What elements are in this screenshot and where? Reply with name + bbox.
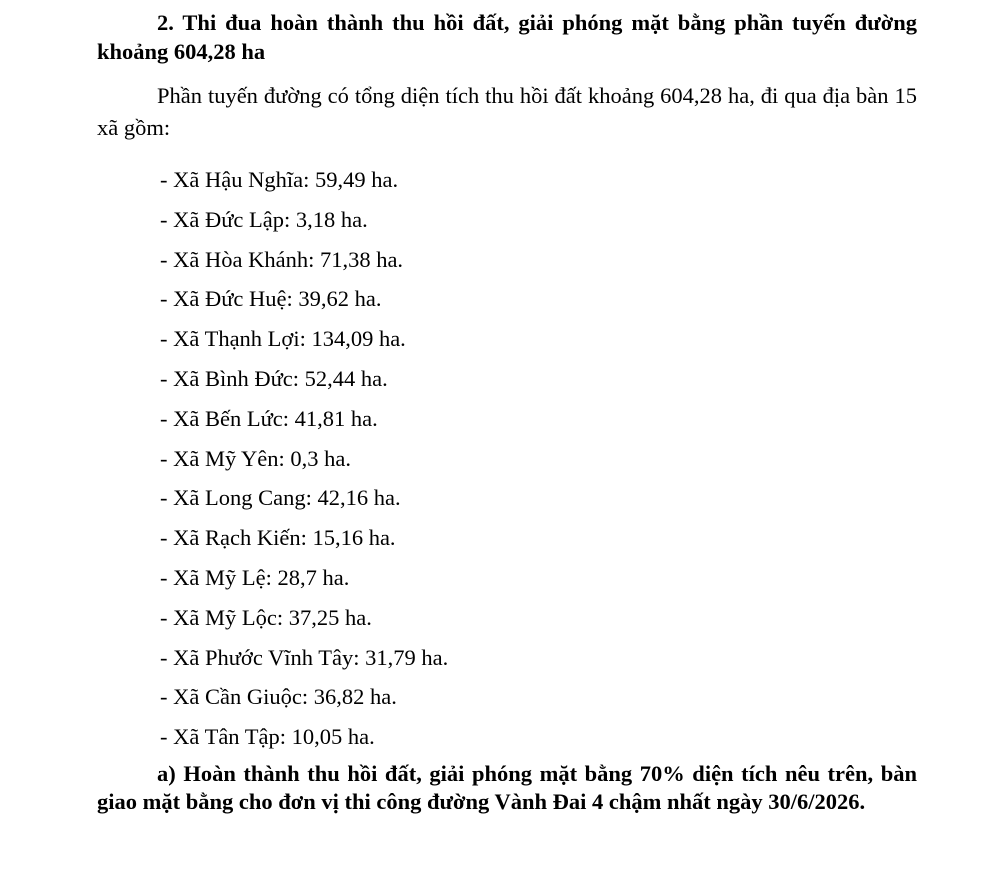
section-heading: 2. Thi đua hoàn thành thu hồi đất, giải phóng mặt bằng phần tuyến đường khoảng 604,28 ha (97, 10, 917, 64)
list-item: - Xã Rạch Kiến: 15,16 ha. (160, 525, 396, 551)
list-item: - Xã Hòa Khánh: 71,38 ha. (160, 246, 404, 272)
list-item: - Xã Long Cang: 42,16 ha. (160, 485, 401, 511)
list-item: - Xã Bình Đức: 52,44 ha. (160, 365, 388, 391)
intro-paragraph: Phần tuyến đường có tổng diện tích thu hồi đất khoảng 604,28 ha, đi qua địa bàn 15 xã gồm: (97, 83, 917, 140)
list-item: - Xã Đức Huệ: 39,62 ha. (160, 286, 382, 312)
list-item: - Xã Mỹ Yên: 0,3 ha. (160, 445, 351, 471)
list-item: - Xã Phước Vĩnh Tây: 31,79 ha. (160, 644, 449, 670)
goal-paragraph: a) Hoàn thành thu hồi đất, giải phóng mặt bằng 70% diện tích nêu trên, bàn giao mặt bằng cho đơn vị thi công đường Vành Đai 4 chậm nhất ngày 30/6/2026. (97, 761, 917, 814)
commune-list (160, 160, 448, 757)
list-item: - Xã Tân Tập: 10,05 ha. (160, 724, 375, 750)
list-item: - Xã Hậu Nghĩa: 59,49 ha. (160, 167, 399, 192)
list-item: - Xã Mỹ Lộc: 37,25 ha. (160, 604, 372, 630)
list-item: - Xã Đức Lập: 3,18 ha. (160, 206, 368, 232)
list-item: - Xã Cần Giuộc: 36,82 ha. (160, 684, 397, 710)
list-item: - Xã Bến Lức: 41,81 ha. (160, 405, 378, 431)
list-item: - Xã Thạnh Lợi: 134,09 ha. (160, 326, 406, 352)
list-item: - Xã Mỹ Lệ: 28,7 ha. (160, 564, 350, 590)
